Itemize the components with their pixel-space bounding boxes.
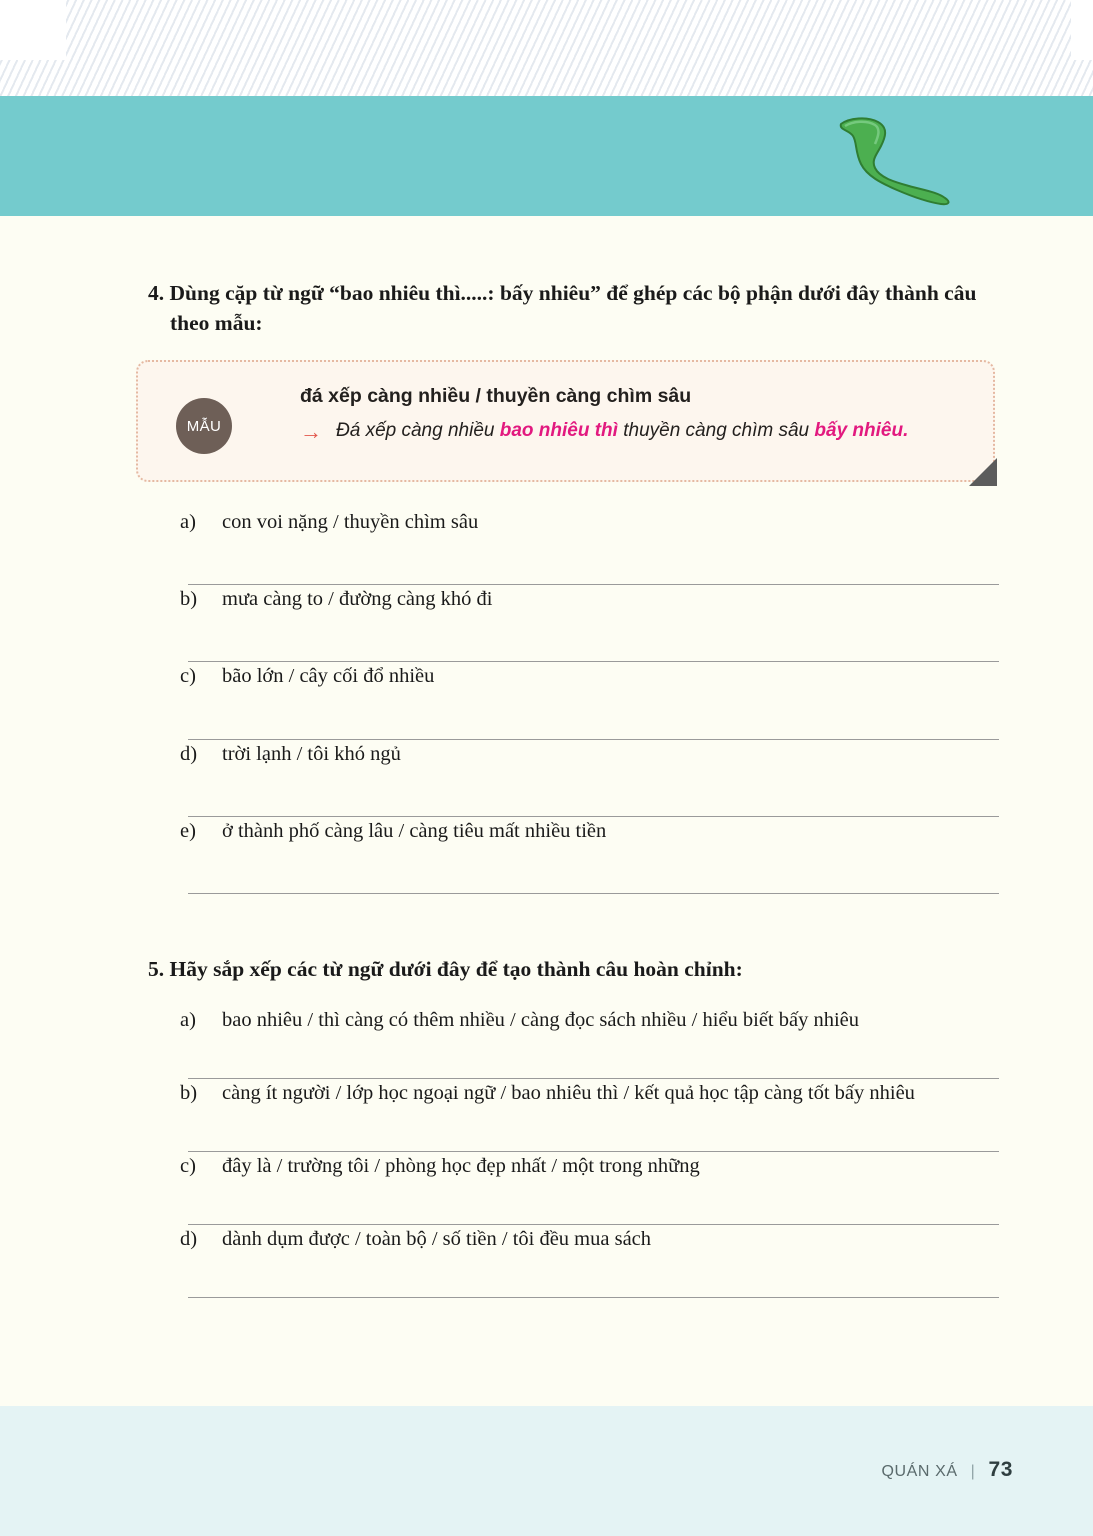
sample-answer-highlight1: bao nhiêu thì	[499, 420, 618, 442]
item-content: càng ít người / lớp học ngoại ngữ / bao nhiêu thì / kết quả học tập càng tốt bấy nhiêu	[222, 1081, 915, 1104]
footer	[881, 1458, 1013, 1482]
sample-answer-highlight2: bấy nhiêu.	[814, 420, 909, 442]
footer-label: QUÁN XÁ	[881, 1463, 958, 1480]
list-item	[180, 1152, 999, 1225]
item-text	[180, 1152, 999, 1181]
page-footer-band	[0, 1406, 1093, 1536]
exercise-5-items	[180, 1006, 999, 1298]
exercise-4	[148, 278, 1013, 894]
answer-line[interactable]	[188, 893, 999, 894]
exercise-4-items	[180, 508, 999, 894]
arrow-right-icon: →	[300, 419, 322, 445]
list-item	[180, 740, 999, 817]
item-content: ở thành phố càng lâu / càng tiêu mất nhiều tiền	[222, 819, 607, 842]
textbook-page	[0, 96, 1093, 1536]
item-label: d)	[180, 742, 198, 765]
list-item	[180, 662, 999, 739]
exercise-5-number: 5.	[148, 956, 165, 981]
item-label: b)	[180, 588, 198, 611]
item-content: bao nhiêu / thì càng có thêm nhiều / càng đọc sách nhiều / hiểu biết bấy nhiêu	[222, 1008, 860, 1031]
item-text	[180, 817, 999, 846]
item-text	[180, 1079, 999, 1108]
decorative-top-stripes	[0, 0, 1093, 96]
page-content	[0, 216, 1093, 1298]
item-text	[180, 508, 999, 537]
item-content: dành dụm được / toàn bộ / số tiền / tôi đều mua sách	[222, 1228, 652, 1251]
exercise-5	[148, 954, 1013, 1299]
vietnam-map-icon	[823, 112, 973, 207]
item-content: đây là / trường tôi / phòng học đẹp nhất / một trong những	[222, 1155, 700, 1178]
item-label: d)	[180, 1228, 198, 1251]
list-item	[180, 1006, 999, 1079]
sample-answer	[336, 417, 908, 446]
item-text	[180, 740, 999, 769]
list-item	[180, 585, 999, 662]
list-item	[180, 1225, 999, 1298]
item-text	[180, 1006, 999, 1035]
sample-prompt: đá xếp càng nhiều / thuyền càng chìm sâu	[300, 385, 692, 408]
list-item	[180, 508, 999, 585]
corner-fold-decoration	[969, 458, 997, 486]
item-label: c)	[180, 1155, 196, 1178]
sample-answer-part2: thuyền càng chìm sâu	[617, 420, 815, 442]
item-content: bão lớn / cây cối đổ nhiều	[222, 665, 435, 688]
page-header-band	[0, 96, 1093, 216]
exercise-4-title	[148, 278, 1013, 338]
item-label: c)	[180, 665, 196, 688]
sample-answer-row	[300, 417, 971, 447]
item-content: mưa càng to / đường càng khó đi	[222, 588, 493, 611]
list-item	[180, 1079, 999, 1152]
item-text	[180, 1225, 999, 1254]
exercise-5-title	[148, 954, 1013, 984]
top-stripes-white-right	[1071, 0, 1093, 60]
sample-box	[136, 360, 995, 482]
item-label: a)	[180, 1008, 196, 1031]
item-content: con voi nặng / thuyền chìm sâu	[222, 511, 479, 534]
item-text	[180, 662, 999, 691]
item-label: e)	[180, 819, 196, 842]
item-label: b)	[180, 1081, 198, 1104]
sample-answer-part1: Đá xếp càng nhiều	[336, 420, 500, 442]
list-item	[180, 817, 999, 894]
top-stripes-white-left	[0, 0, 66, 60]
sample-badge: MẪU	[176, 398, 232, 454]
exercise-4-number: 4.	[148, 281, 165, 305]
item-label: a)	[180, 511, 196, 534]
exercise-5-title-text: Hãy sắp xếp các từ ngữ dưới đây để tạo thành câu hoàn chỉnh:	[169, 956, 743, 981]
item-text	[180, 585, 999, 614]
exercise-4-title-text: Dùng cặp từ ngữ “bao nhiêu thì.....: bấy nhiêu” để ghép các bộ phận dưới đây thành câu theo mẫu:	[169, 281, 977, 336]
item-content: trời lạnh / tôi khó ngủ	[222, 742, 401, 765]
answer-line[interactable]	[188, 1297, 999, 1298]
sample-lines	[300, 382, 971, 447]
footer-separator: |	[970, 1463, 976, 1480]
page-number: 73	[988, 1458, 1013, 1481]
